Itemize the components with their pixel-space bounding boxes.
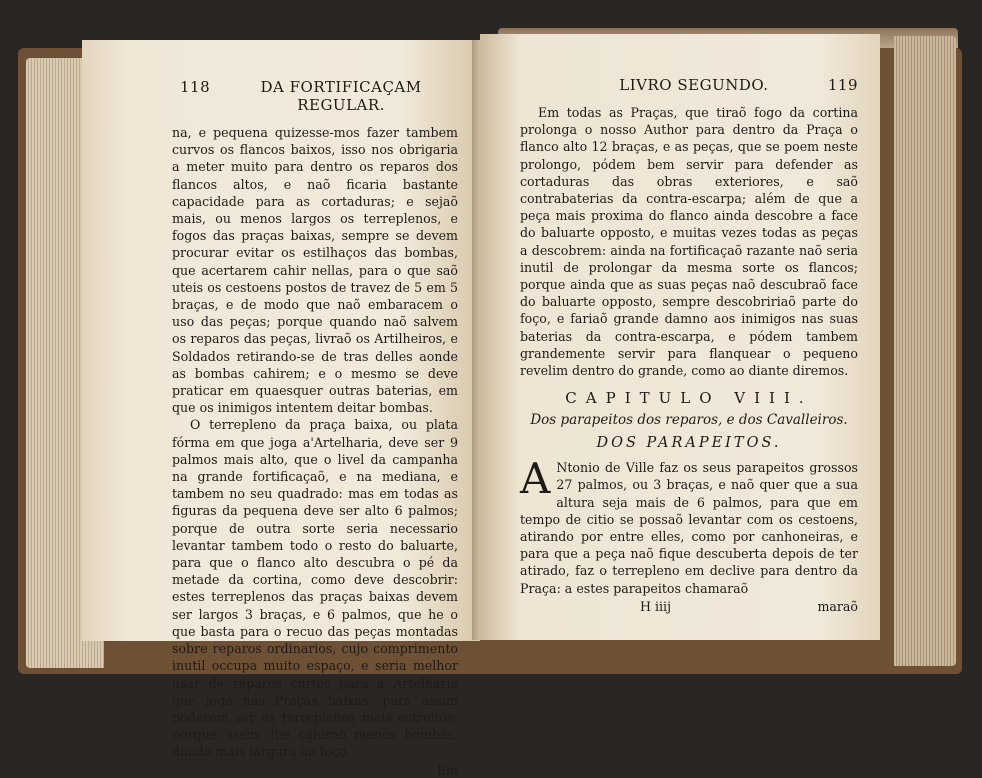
section-paragraph: Ntonio de Ville faz os seus parapeitos grossos 27 palmos, ou 3 braças, e naõ quer que a sua altura seja mais de 6 palmos, para que em tempo de citio se possaõ levantar com os cestoens, atirando por entre elles, como por canhoneiras, e para que a peça naõ fique descuberta depois de ter atirado, faz o terrepleno em declive para dentro da Praça: a estes parapeitos chamaraõ	[520, 460, 858, 596]
left-paragraph-2: O terrepleno da praça baixa, ou plata fórma em que joga a'Artelharia, deve ser 9 palmos mais alto, que o livel da campanha na grande fortificaçaõ, e na mediana, e tambem no seu quadrado: mas em todas as figuras da pequena deve ser alto 6 palmos; porque de outra sorte seria necessario levantar tambem todo o resto do baluarte, para que o flanco alto descubra o pé da metade da cortina, como deve descobrir: estes terreplenos das praças baixas devem ser largos 3 braças, e 6 palmos, que he o que basta para o recuo das peças montadas sobre reparos ordinarios, cujo comprimento inutil occupa muito espaço, e seria melhor usar de reparos curtos para a Artelharia que joga nas Praças baixas, para assim poderem ser os terreplenos mais estreitos; porque assim lhe cahiraõ menos bombas, dando mais largura ao foço.	[172, 417, 458, 760]
right-page-text	[520, 104, 858, 379]
chapter-heading: CAPITULO VIII.	[565, 389, 813, 408]
section-text-block	[520, 454, 858, 597]
right-paragraph-1: Em todas as Praças, que tiraõ fogo da cortina prolonga o nosso Author para dentro da Praça o flanco alto 12 braças, e as peças, que se poem neste prolongo, pódem bem servir para defender as cortaduras das obras exteriores, e saõ contrabaterias da contra-escarpa; além de que a peça mais proxima do flanco ainda descobre a face do baluarte opposto, e muitas vezes todas as peças a descobrem: ainda na fortificaçaõ razante naõ seria inutil de prolongar da mesma sorte os flancos; porque ainda que as suas peças naõ descubraõ face do baluarte opposto, sempre descobririaõ parte do foço, e fariaõ grande damno aos inimigos nas suas baterias da contra-escarpa, e pódem tambem grandemente servir para flanquear o pequeno revelim dentro do grande, como ao diante diremos.	[520, 105, 858, 379]
left-page-header	[80, 78, 458, 114]
left-page-text	[172, 124, 458, 761]
left-running-head: DA FORTIFICAÇAM REGULAR.	[260, 78, 422, 114]
right-running-head: LIVRO SEGUNDO.	[619, 76, 769, 94]
section-heading: DOS PARAPEITOS.	[596, 435, 782, 452]
left-page-number: 118	[180, 78, 211, 96]
right-page-header	[520, 76, 858, 94]
left-paragraph-1: na, e pequena quizesse-mos fazer tambem curvos os flancos baixos, isso nos obrigaria a meter muito para dentro os reparos dos flancos altos, e naõ ficaria bastante capacidade para as cortaduras; e sejaõ mais, ou menos largos os terreplenos, e fogos das praças baixas, sempre se devem procurar evitar os estilhaços das bombas, que acertarem cahir nellas, para o que saõ uteis os cestoens postos de travez de 5 em 5 braças, e de modo que naõ embaracem o uso das peças; porque quando naõ salvem os reparos das peças, livraõ os Artilheiros, e Soldados retirando-se de tras delles aonde as bombas cahirem; e o mesmo se deve praticar em quaesquer outras baterias, em que os inimigos intentem deitar bombas.	[172, 125, 458, 416]
page-edges-right	[894, 36, 956, 666]
chapter-title: Dos parapeitos dos reparos, e dos Cavalleiros.	[530, 412, 848, 429]
right-page-number: 119	[827, 76, 858, 94]
drop-cap: A	[520, 454, 551, 504]
left-catchword: Em	[436, 762, 458, 778]
right-page-footer	[520, 599, 858, 614]
left-page	[82, 40, 480, 778]
left-page-footer	[172, 763, 458, 778]
right-catchword: maraõ	[817, 598, 858, 614]
signature-mark: H iiij	[640, 598, 671, 614]
right-page	[480, 34, 880, 640]
